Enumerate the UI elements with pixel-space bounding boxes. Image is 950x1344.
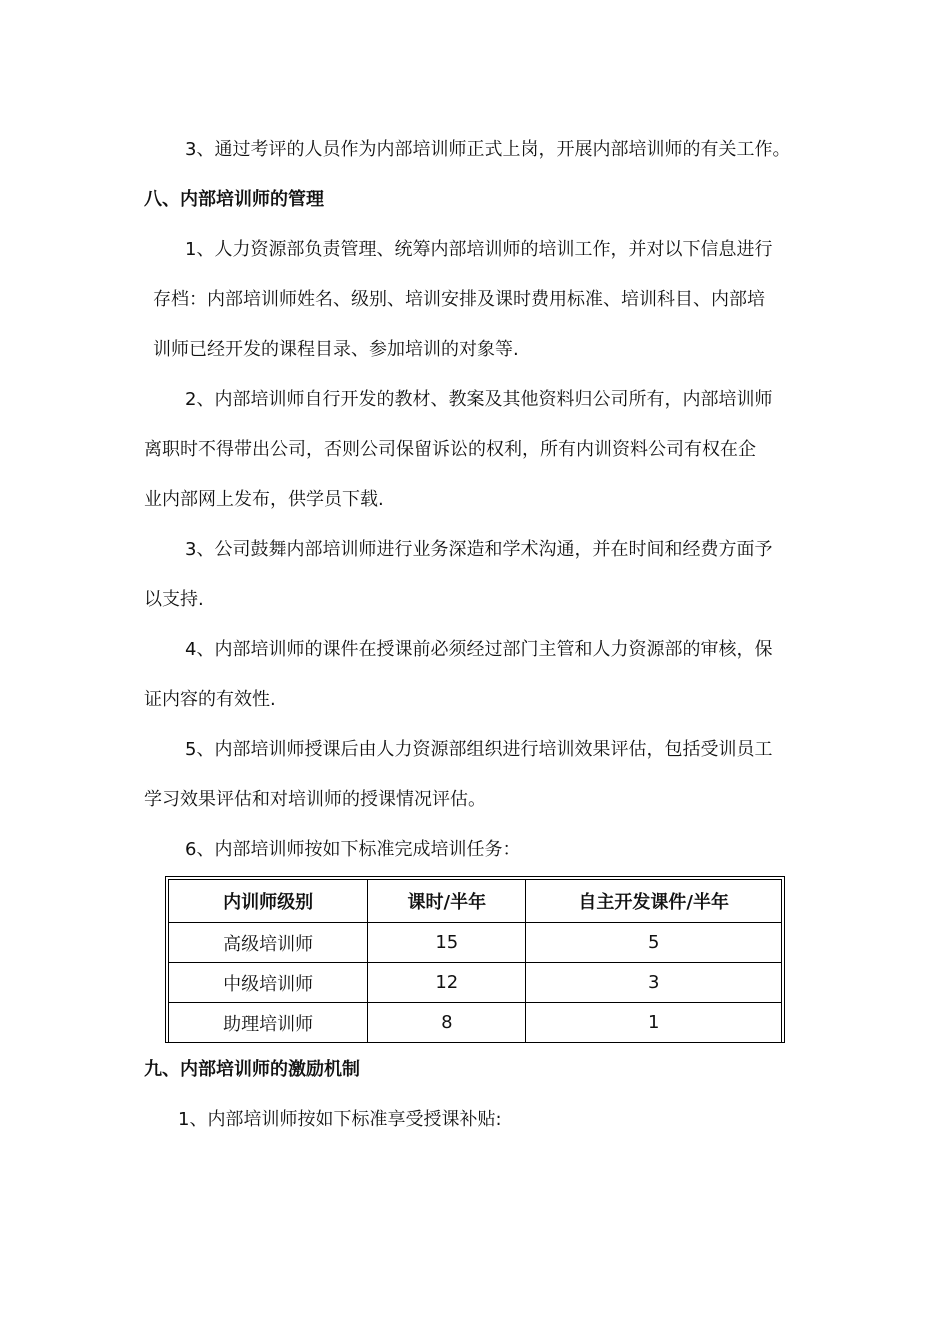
paragraph-3-line-1: 3、公司鼓舞内部培训师进行业务深造和学术沟通，并在时间和经费方面予 <box>185 539 773 560</box>
table-row <box>169 1003 782 1043</box>
table-cell: 1 <box>526 1003 782 1043</box>
table-header-row <box>169 880 782 923</box>
paragraph-1-line-2: 存档：内部培训师姓名、级别、培训安排及课时费用标准、培训科目、内部培 <box>153 289 765 310</box>
table-row <box>169 963 782 1003</box>
paragraph-2-line-3: 业内部网上发布，供学员下载. <box>144 489 384 510</box>
table-row <box>169 923 782 963</box>
paragraph-5-line-1: 5、内部培训师授课后由人力资源部组织进行培训效果评估，包括受训员工 <box>185 739 773 760</box>
table-header-cell: 内训师级别 <box>169 880 368 923</box>
table-cell: 3 <box>526 963 782 1003</box>
table-header-cell: 自主开发课件/半年 <box>526 880 782 923</box>
paragraph-2-line-1: 2、内部培训师自行开发的教材、教案及其他资料归公司所有，内部培训师 <box>185 389 773 410</box>
table-cell: 中级培训师 <box>169 963 368 1003</box>
paragraph-6: 6、内部培训师按如下标准完成培训任务： <box>185 839 521 860</box>
table-cell: 8 <box>368 1003 526 1043</box>
paragraph-4-line-2: 证内容的有效性. <box>144 689 276 710</box>
table-cell: 15 <box>368 923 526 963</box>
table-cell: 高级培训师 <box>169 923 368 963</box>
paragraph-1-line-3: 训师已经开发的课程目录、参加培训的对象等. <box>153 339 519 360</box>
table-header-cell: 课时/半年 <box>368 880 526 923</box>
table-cell: 5 <box>526 923 782 963</box>
section-heading-8: 八、内部培训师的管理 <box>144 189 324 210</box>
section-heading-9: 九、内部培训师的激励机制 <box>144 1059 360 1080</box>
trainer-standard-table <box>165 876 785 1043</box>
paragraph-1-line-1: 1、人力资源部负责管理、统筹内部培训师的培训工作，并对以下信息进行 <box>185 239 773 260</box>
paragraph-4-line-1: 4、内部培训师的课件在授课前必须经过部门主管和人力资源部的审核，保 <box>185 639 773 660</box>
table-cell: 助理培训师 <box>169 1003 368 1043</box>
paragraph-9-1: 1、内部培训师按如下标准享受授课补贴: <box>178 1109 502 1130</box>
paragraph-3-close: 3、通过考评的人员作为内部培训师正式上岗，开展内部培训师的有关工作。 <box>185 139 791 160</box>
paragraph-5-line-2: 学习效果评估和对培训师的授课情况评估。 <box>144 789 486 810</box>
table-cell: 12 <box>368 963 526 1003</box>
paragraph-2-line-2: 离职时不得带出公司，否则公司保留诉讼的权利，所有内训资料公司有权在企 <box>144 439 756 460</box>
paragraph-3-line-2: 以支持. <box>144 589 204 610</box>
